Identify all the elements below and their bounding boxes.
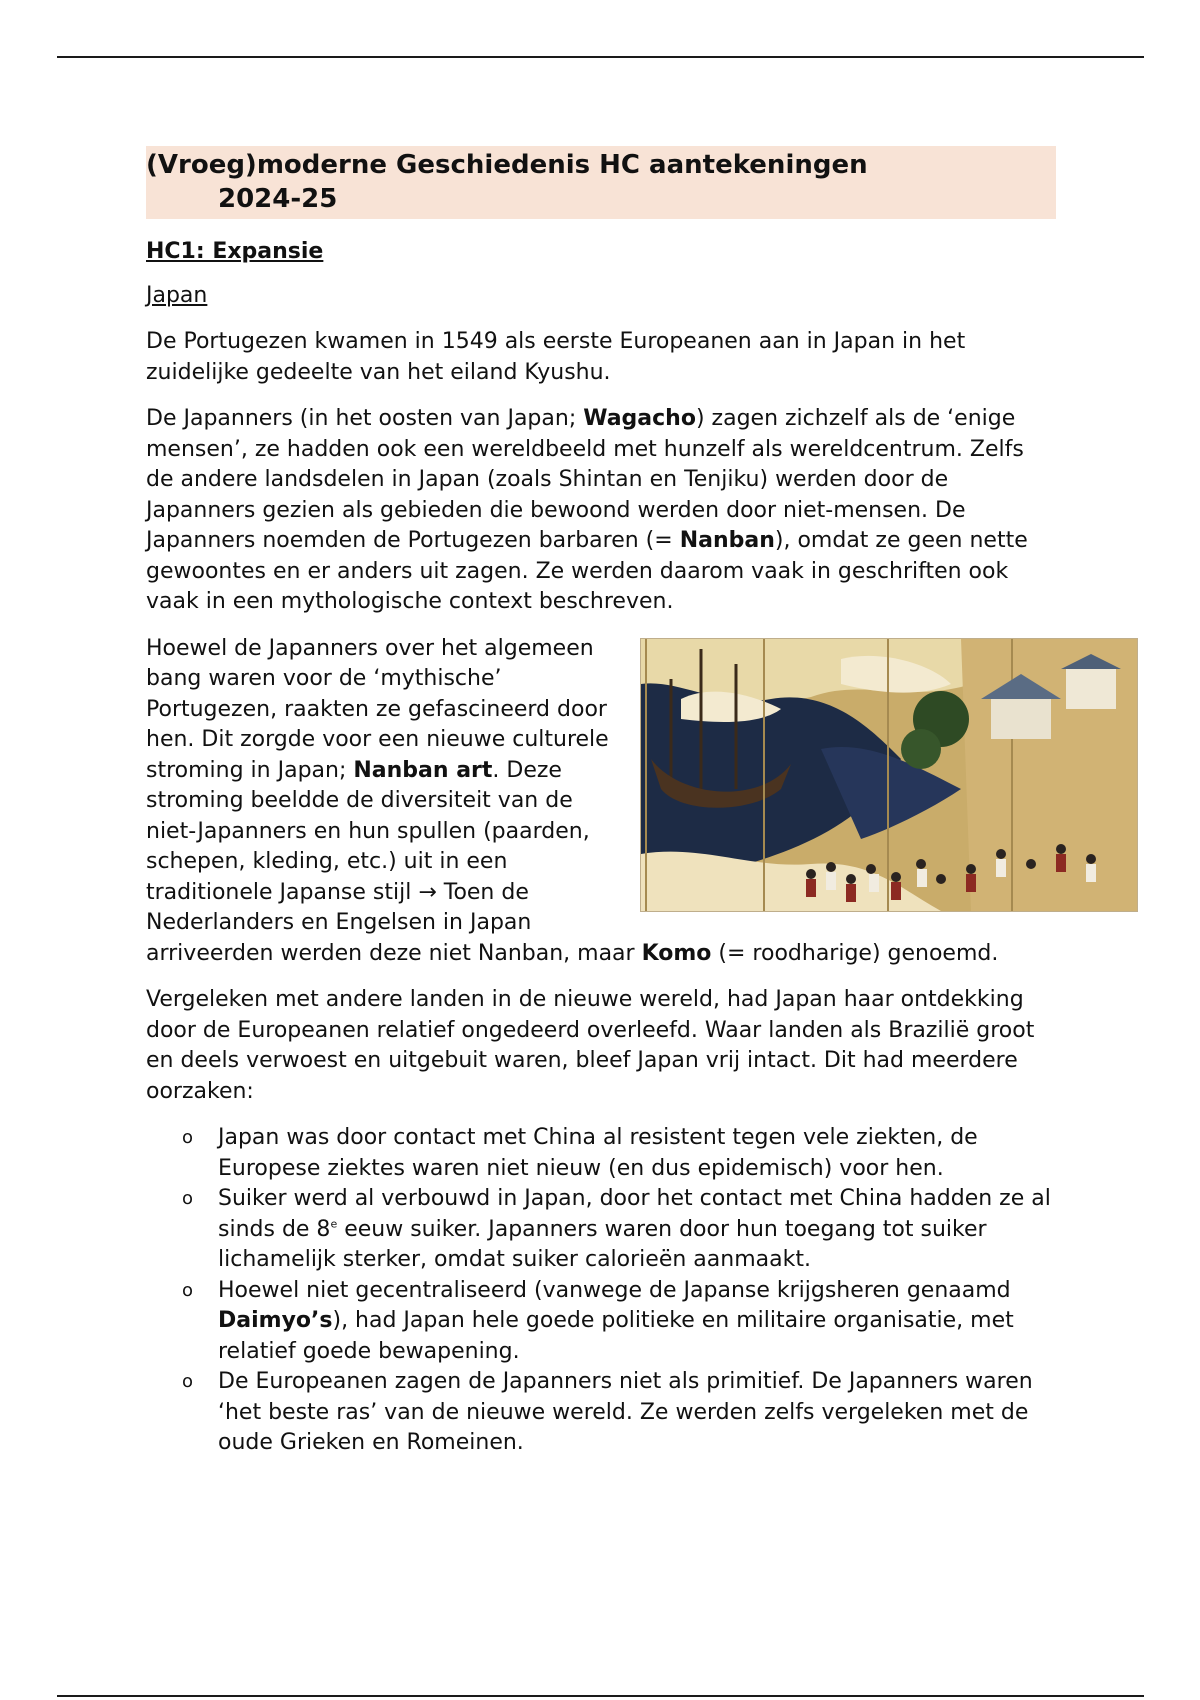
term-wagacho: Wagacho	[583, 406, 696, 431]
title-line-1: (Vroeg)moderne Geschiedenis HC aantekeningen	[146, 150, 868, 180]
header-rule	[57, 56, 1144, 58]
term-daimyos: Daimyo’s	[218, 1308, 333, 1333]
term-nanban: Nanban	[679, 528, 775, 553]
causes-list	[146, 1123, 1056, 1459]
paragraph-comparison: Vergeleken met andere landen in de nieuwe wereld, had Japan haar ontdekking door de Europeanen relatief ongedeerd overleefd. Waar landen als Brazilië groot en deels verwoest en uitgebuit waren, bleef Japan vrij intact. Dit had meerdere oorzaken:	[146, 987, 1035, 1104]
term-komo: Komo	[641, 940, 712, 966]
paragraph-nanban-art: Hoewel de Japanners over het algemeen bang waren voor de ‘mythische’ Portugezen, raakten ze gefascineerd door hen. Dit zorgde voor een nieuwe culturele stroming in Japan; Nanban art. Deze stroming beeldde de diversiteit van de niet-Japanners en hun spullen (paarden, schepen, kleding, etc.) uit in een traditionele Japanse stijl → Toen de Nederlanders en Engelsen in Japan arriveerden werden deze niet Nanban, maar Komo (= roodharige) genoemd.	[146, 634, 1056, 970]
list-item: o Hoewel niet gecentraliseerd (vanwege de Japanse krijgsheren genaamd Daimyo’s), had Japan hele goede politieke en militaire organisatie, met relatief goede bewapening.	[182, 1277, 1014, 1364]
page-title	[146, 146, 1056, 219]
list-item: o De Europeanen zagen de Japanners niet als primitief. De Japanners waren ‘het beste ras’ van de nieuwe wereld. Ze werden zelfs vergeleken met de oude Grieken en Romeinen.	[182, 1369, 1033, 1455]
bullet-mark: o	[182, 1188, 194, 1209]
paragraph-arrival: De Portugezen kwamen in 1549 als eerste Europeanen aan in Japan in het zuidelijke gedeelte van het eiland Kyushu.	[146, 329, 966, 385]
list-item: o Japan was door contact met China al resistent tegen vele ziekten, de Europese ziektes waren niet nieuw (en dus epidemisch) voor hen.	[182, 1125, 978, 1181]
paragraph-wagacho: De Japanners (in het oosten van Japan; Wagacho) zagen zichzelf als de ‘enige mensen’, ze hadden ook een wereldbeeld met hunzelf als wereldcentrum. Zelfs de andere landsdelen in Japan (zoals Shintan en Tenjiku) werden door de Japanners gezien als gebieden die bewoond werden door niet-mensen. De Japanners noemden de Portugezen barbaren (= Nanban), omdat ze geen nette gewoontes en er anders uit zagen. Ze werden daarom vaak in geschriften ook vaak in een mythologische context beschreven.	[146, 406, 1028, 614]
list-item: o Suiker werd al verbouwd in Japan, door het contact met China hadden ze al sinds de 8e eeuw suiker. Japanners waren door hun toegang tot suiker lichamelijk sterker, omdat suiker calorieën aanmaakt.	[182, 1186, 1051, 1272]
footer-rule	[57, 1695, 1144, 1697]
term-nanban-art: Nanban art	[353, 757, 493, 783]
bullet-mark: o	[182, 1279, 194, 1301]
nanban-screen-painting	[640, 638, 1138, 912]
title-line-2: 2024-25	[218, 184, 338, 214]
bullet-mark: o	[182, 1127, 194, 1148]
bullet-mark: o	[182, 1371, 194, 1392]
section-heading: HC1: Expansie	[146, 239, 324, 264]
document-body	[146, 146, 1056, 1459]
subsection-heading: Japan	[146, 283, 208, 308]
